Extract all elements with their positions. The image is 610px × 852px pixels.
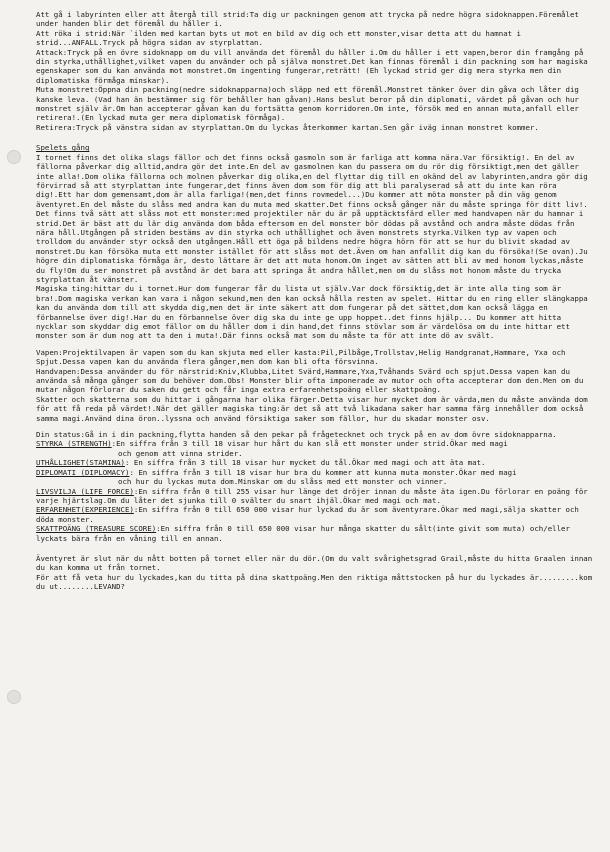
paragraph-fighting: Det finns två sätt att slåss mot ett monster:med projektiler när du är på upptäcktsfärd eller med handvapen när du hamnar i strid.Det är bäst att du lär dig använda dom båda eftersom en del monster bör dödas på avstånd och andra måste dödas från nära håll.Utgången på striden bestäms av din styrka och uthållighet och även monstrets styrka.Vilken typ av vapen och trolldom du använder styr också den utgången.Håll ett öga på bildens nedre högra hörn för att se hur du blivit skadad av monstret.Du kan försöka muta ett monster istället för att slåss mot det.Även om han anfallit dig kan du försöka!(Se ovan).Ju högre din diplomatiska förmåga är, desto lättare är det att muta honom.Om inget av sätten att bli av med honom lyckas,måste du fly!Om du ser monstret på avstånd är det bara att springa åt andra hållet,men om du slåss mot honom måste du trycka styrplattan åt vänster.	[36, 209, 593, 284]
status-text: :En siffra från 0 till 650 000 visar hur lyckad du är som äventyrare.Ökar med magi,sälja skatter och döda monster.	[36, 505, 584, 524]
paragraph-return-to-labyrinth: Att gå i labyrinten eller att återgå till strid:Ta dig ur packningen genom att trycka på nedre högra sidoknappen.Föremålet under handen blir det föremål du håller i.	[36, 10, 584, 29]
status-diplomacy	[36, 468, 596, 487]
paragraph-bribe-monster: Muta monstret:Öppna din packning(nedre sidoknapparna)och släpp ned ett föremål.Monstret tänker över din gåva och låter dig kanske leva. (Vad han än bestämmer sig för behåller han gåvan).Hans beslut beror på din diplomati, värdet på gåvan och hur monstret själv är.Om han accepterar gåvan kan du fortsätta genom korridoren.Om inte, försök med en annan muta,anfall eller retirera!.(En lyckad muta ger mera diplomatisk förmåga).	[36, 85, 584, 123]
status-text: :En siffra från 3 till 18 visar hur hårt du kan slå ett monster under strid.Ökar med magi	[111, 439, 508, 449]
status-life-force	[36, 487, 596, 506]
status-treasure-score	[36, 524, 596, 543]
status-experience	[36, 505, 596, 524]
status-text: :En siffra från 0 till 255 visar hur länge det dröjer innan du måste äta igen.Du förlorar en poäng för varje hjärtslag.Om du låter det sjunka till 0 svälter du snart ihjäl.Ökar med magi och mat.	[36, 486, 593, 505]
paragraph-attack: Attack:Tryck på en övre sidoknapp om du vill använda det föremål du håller i.Om du håller i ett vapen,beror din framgång på din styrka,uthållighet,vilket vapen du använder och på själva monstret.Det kan finnas föremål i din packning som har magiska egenskaper som du kan använda mot monstret.Om ingenting fungerar,reträtt! (Eh lyckad strid ger dig mera styrka men din diplomatiska förmåga minskar).	[36, 47, 593, 85]
status-strength	[36, 439, 596, 458]
punch-hole	[7, 150, 21, 164]
paragraph-projectile-weapons: Vapen:Projektilvapen är vapen som du kan skjuta med eller kasta:Pil,Pilbåge,Trollstav,Helig Handgranat,Hammare, Yxa och Spjut.Dessa vapen kan du använda flera gånger,men dom kan bli ofta försvinna.	[36, 347, 570, 367]
paragraph-retreat: Retirera:Tryck på vänstra sidan av styrplattan.Om du lyckas återkommer kartan.Sen går iväg innan monstret kommer.	[36, 122, 539, 132]
section-heading-gameplay: Spelets gång	[36, 143, 90, 153]
status-key: ERFARENHET(EXPERIENCE)	[36, 505, 134, 515]
status-stamina	[36, 458, 596, 467]
paragraph-adventure-end: Äventyret är slut när du nått botten på tornet eller när du dör.(Om du valt svårighetsgrad Grail,måste du hitta Graalen innan du kan komma ut från tornet.	[36, 553, 597, 573]
paragraph-combat-start: Att röka i strid:När `ilden med kartan byts ut mot en bild av dig och ett monster,visar detta att du hamnat i strid...ANFALL.Tryck på högra sidan av styrplattan.	[36, 28, 526, 48]
status-text: : En siffra från 3 till 18 visar hur mycket du tål.Ökar med magi och att äta mat.	[125, 458, 486, 468]
status-text: : En siffra från 3 till 18 visar hur bra du kommer att kunna muta monster.Ökar med magi	[129, 467, 517, 477]
paragraph-status-intro: Din status:Gå in i din packning,flytta handen så den pekar på frågetecknet och tryck på en av dom övre sidoknapparna.	[36, 430, 557, 440]
status-text: :En siffra från 0 till 650 000 visar hur många skatter du sålt(inte givit som muta) och/eller lyckats bära från en våning till en annan.	[36, 524, 575, 543]
status-key: LIVSVILJA (LIFE FORCE)	[36, 486, 134, 496]
status-key: SKATTPOÄNG (TREASURE SCORE)	[36, 524, 157, 534]
paragraph-traps: I tornet finns det olika slags fällor och det finns också gasmoln som är farliga att komma nära.Var försiktig!. En del av fällorna påverkar dig alltid,andra gör det inte.En del av gasmolnen kan du passera om du rör dig försiktigt,men det gäller inte alla!.Dom olika fällorna och molnen påverkar dig olika,en del flyttar dig till en okänd del av labyrinten,andra gör dig förvirrad så att styrplattan inte fungerar,det finns även dom som för dig att bli paralyserad så att du inte kan röra dig!.Ett har dom gemensamt,dom är alla farliga!(men,det finns rovmedel...)Du kommer att möta monster på din väg genom äventyret.En del måste du slåss med andra kan du muta med skatter.Det finns också gånger när du måste springa för ditt liv!.	[36, 152, 593, 209]
status-continuation: och hur du lyckas muta dom.Minskar om du slåss med ett monster och vinner.	[118, 477, 448, 487]
paragraph-score: För att få veta hur du lyckades,kan du titta på dina skattpoäng.Men den riktiga måttstocken på hur du lyckades är.........kom du ut........LEVAND?	[36, 572, 597, 592]
status-continuation: och genom att vinna strider.	[118, 448, 243, 458]
status-key: DIPLOMATI (DIPLOMACY)	[36, 467, 130, 477]
punch-hole	[7, 690, 21, 704]
paragraph-magic-items: Magiska ting:hittar du i tornet.Hur dom fungerar får du lista ut själv.Var dock försiktig,det är inte alla ting som är bra!.Dom magiska verkan kan vara i någon sekund,men den kan också hålla resten av spelet. Hittar du en ring eller slängkappa kan du använda dom till att skydda dig,men det är inte säkert att dom fungerar på det sättet,dom kan också lägga en förbannelse över dig!.Har du en förbannelse över dig ska du inte ge upp hoppet..det finns hjälp... Du kommer att hitta nycklar som skyddar dig emot fällor om du håller dom i din hand,det finns stövlar som är värdelösa om du inte hittar ett monster som är dum nog att ta den i muta!.Där finns också mat som du måste ta för att inte dö av svält.	[36, 284, 593, 341]
status-key: STYRKA (STRENGTH)	[36, 439, 112, 449]
paragraph-treasures: Skatter och skatterna som du hittar i gångarna har olika färger.Detta visar hur mycket dom är värda,men du måste använda dom för att få reda på värdet!.När det gäller magiska ting:är det så att två likadana saker har samma färg innehåller dom också samma magi.Använd dina öron..lyssna och använd försiktiga saker som fällor, hur du skadar monster osv.	[36, 394, 593, 423]
paragraph-hand-weapons: Handvapen:Dessa använder du för närstrid:Kniv,Klubba,Litet Svärd,Hammare,Yxa,Tvåhands Svärd och spjut.Dessa vapen kan du använda så många gånger som du behöver dom.Obs! Monster blir ofta imponerade av mutor och ofta accepterar dom den.Men om du mutar någon förlorar du saken du gett och får inga extra erfarenhetspoäng eller skattpoäng.	[36, 366, 588, 395]
status-key: UTHÅLLIGHET(STAMINA)	[36, 458, 125, 468]
